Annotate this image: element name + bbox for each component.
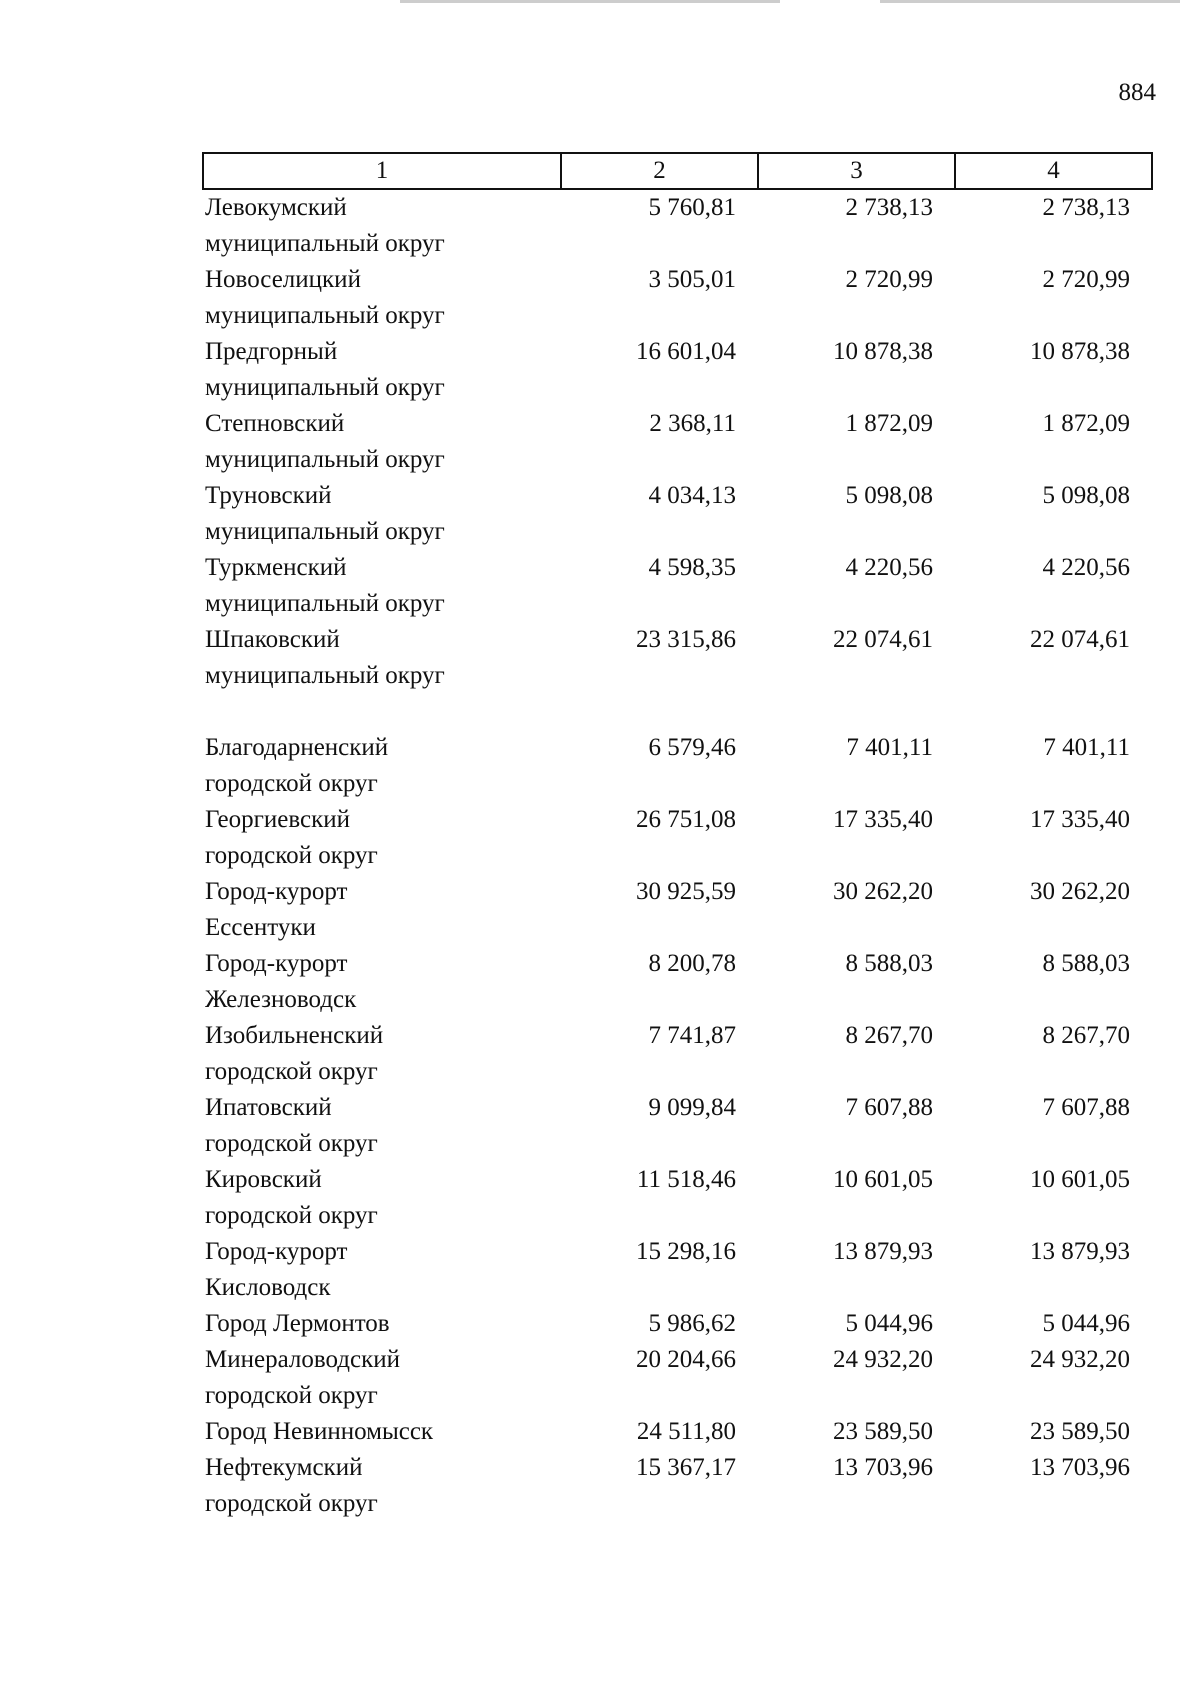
table-header — [203, 153, 1152, 189]
table-row — [203, 1450, 1152, 1522]
value-col-3: 5 098,08 — [845, 482, 933, 509]
value-col-3: 8 267,70 — [845, 1022, 933, 1049]
table-row — [203, 1234, 1152, 1306]
value-col-3: 8 588,03 — [845, 950, 933, 977]
value-col-4: 30 262,20 — [1030, 878, 1130, 905]
value-col-3: 7 401,11 — [846, 734, 933, 761]
table-row — [203, 550, 1152, 622]
value-col-4: 5 044,96 — [1042, 1310, 1130, 1337]
municipality-name: Минераловодский городской округ — [205, 1346, 401, 1409]
value-col-2: 2 368,11 — [649, 410, 736, 437]
value-col-3: 24 932,20 — [833, 1346, 933, 1373]
table-row — [203, 730, 1152, 802]
value-col-2: 6 579,46 — [648, 734, 736, 761]
table-row — [203, 478, 1152, 550]
municipality-name: Изобильненский городской округ — [205, 1022, 384, 1085]
table-row — [203, 189, 1152, 262]
municipality-name: Город-курорт Кисловодск — [205, 1238, 348, 1301]
municipality-name: Туркменский муниципальный округ — [205, 554, 445, 617]
value-col-3: 7 607,88 — [845, 1094, 933, 1121]
scan-artifact — [400, 0, 780, 3]
table-row — [203, 1342, 1152, 1414]
value-col-4: 13 879,93 — [1030, 1238, 1130, 1265]
value-col-4: 7 401,11 — [1043, 734, 1130, 761]
municipality-name: Город Лермонтов — [205, 1310, 390, 1337]
value-col-3: 17 335,40 — [833, 806, 933, 833]
municipality-name: Шпаковский муниципальный округ — [205, 626, 445, 689]
municipality-name: Город Невинномысск — [205, 1418, 434, 1445]
value-col-3: 10 878,38 — [833, 338, 933, 365]
value-col-2: 24 511,80 — [636, 1418, 736, 1445]
value-col-4: 10 878,38 — [1030, 338, 1130, 365]
municipality-name: Новоселицкий муниципальный округ — [205, 266, 445, 329]
value-col-4: 4 220,56 — [1042, 554, 1130, 581]
value-col-2: 11 518,46 — [636, 1166, 736, 1193]
value-col-2: 9 099,84 — [648, 1094, 736, 1121]
municipality-name: Труновский муниципальный округ — [205, 482, 445, 545]
value-col-4: 7 607,88 — [1042, 1094, 1130, 1121]
value-col-3: 2 720,99 — [845, 266, 933, 293]
value-col-2: 4 034,13 — [648, 482, 736, 509]
value-col-4: 10 601,05 — [1030, 1166, 1130, 1193]
table-row — [203, 262, 1152, 334]
column-header-3: 3 — [758, 153, 955, 189]
value-col-4: 1 872,09 — [1042, 410, 1130, 437]
municipality-name: Степновский муниципальный округ — [205, 410, 445, 473]
table-row — [203, 1414, 1152, 1450]
table-row — [203, 874, 1152, 946]
table-row — [203, 1090, 1152, 1162]
table-row — [203, 802, 1152, 874]
value-col-2: 15 298,16 — [636, 1238, 736, 1265]
value-col-4: 23 589,50 — [1030, 1418, 1130, 1445]
municipality-name: Город-курорт Железноводск — [205, 950, 357, 1013]
page-number: 884 — [1118, 79, 1156, 106]
municipality-name: Нефтекумский городской округ — [205, 1454, 378, 1517]
municipality-name: Кировский городской округ — [205, 1166, 378, 1229]
value-col-2: 5 760,81 — [648, 194, 736, 221]
municipality-name: Город-курорт Ессентуки — [205, 878, 348, 941]
column-header-2: 2 — [561, 153, 758, 189]
value-col-3: 23 589,50 — [833, 1418, 933, 1445]
column-header-4: 4 — [955, 153, 1152, 189]
value-col-4: 22 074,61 — [1030, 626, 1130, 653]
value-col-4: 8 267,70 — [1042, 1022, 1130, 1049]
table-row — [203, 946, 1152, 1018]
value-col-4: 2 738,13 — [1042, 194, 1130, 221]
value-col-3: 10 601,05 — [833, 1166, 933, 1193]
scan-artifact — [880, 0, 1180, 3]
column-header-1: 1 — [203, 153, 561, 189]
value-col-4: 13 703,96 — [1030, 1454, 1130, 1481]
value-col-2: 7 741,87 — [648, 1022, 736, 1049]
value-col-2: 20 204,66 — [636, 1346, 736, 1373]
municipality-name: Ипатовский городской округ — [205, 1094, 378, 1157]
value-col-2: 26 751,08 — [636, 806, 736, 833]
group-spacer — [203, 694, 1152, 730]
data-table — [202, 152, 1153, 1522]
value-col-3: 1 872,09 — [845, 410, 933, 437]
table-row — [203, 1306, 1152, 1342]
table-row — [203, 1162, 1152, 1234]
value-col-2: 15 367,17 — [636, 1454, 736, 1481]
value-col-2: 16 601,04 — [636, 338, 736, 365]
spacer-cell — [203, 694, 1152, 730]
table-row — [203, 406, 1152, 478]
municipality-name: Предгорный муниципальный округ — [205, 338, 445, 401]
value-col-2: 30 925,59 — [636, 878, 736, 905]
municipality-name: Георгиевский городской округ — [205, 806, 378, 869]
value-col-2: 3 505,01 — [648, 266, 736, 293]
value-col-3: 4 220,56 — [845, 554, 933, 581]
municipality-name: Благодарненский городской округ — [205, 734, 389, 797]
value-col-2: 8 200,78 — [648, 950, 736, 977]
value-col-3: 22 074,61 — [833, 626, 933, 653]
value-col-3: 30 262,20 — [833, 878, 933, 905]
value-col-4: 17 335,40 — [1030, 806, 1130, 833]
table-row — [203, 334, 1152, 406]
value-col-2: 4 598,35 — [648, 554, 736, 581]
value-col-4: 5 098,08 — [1042, 482, 1130, 509]
value-col-4: 24 932,20 — [1030, 1346, 1130, 1373]
table-body — [203, 189, 1152, 1522]
value-col-2: 5 986,62 — [648, 1310, 736, 1337]
value-col-3: 13 879,93 — [833, 1238, 933, 1265]
table-row — [203, 622, 1152, 694]
value-col-3: 2 738,13 — [845, 194, 933, 221]
table-row — [203, 1018, 1152, 1090]
value-col-4: 8 588,03 — [1042, 950, 1130, 977]
value-col-4: 2 720,99 — [1042, 266, 1130, 293]
value-col-3: 5 044,96 — [845, 1310, 933, 1337]
header-row — [203, 153, 1152, 189]
value-col-2: 23 315,86 — [636, 626, 736, 653]
municipality-name: Левокумский муниципальный округ — [205, 194, 445, 257]
value-col-3: 13 703,96 — [833, 1454, 933, 1481]
